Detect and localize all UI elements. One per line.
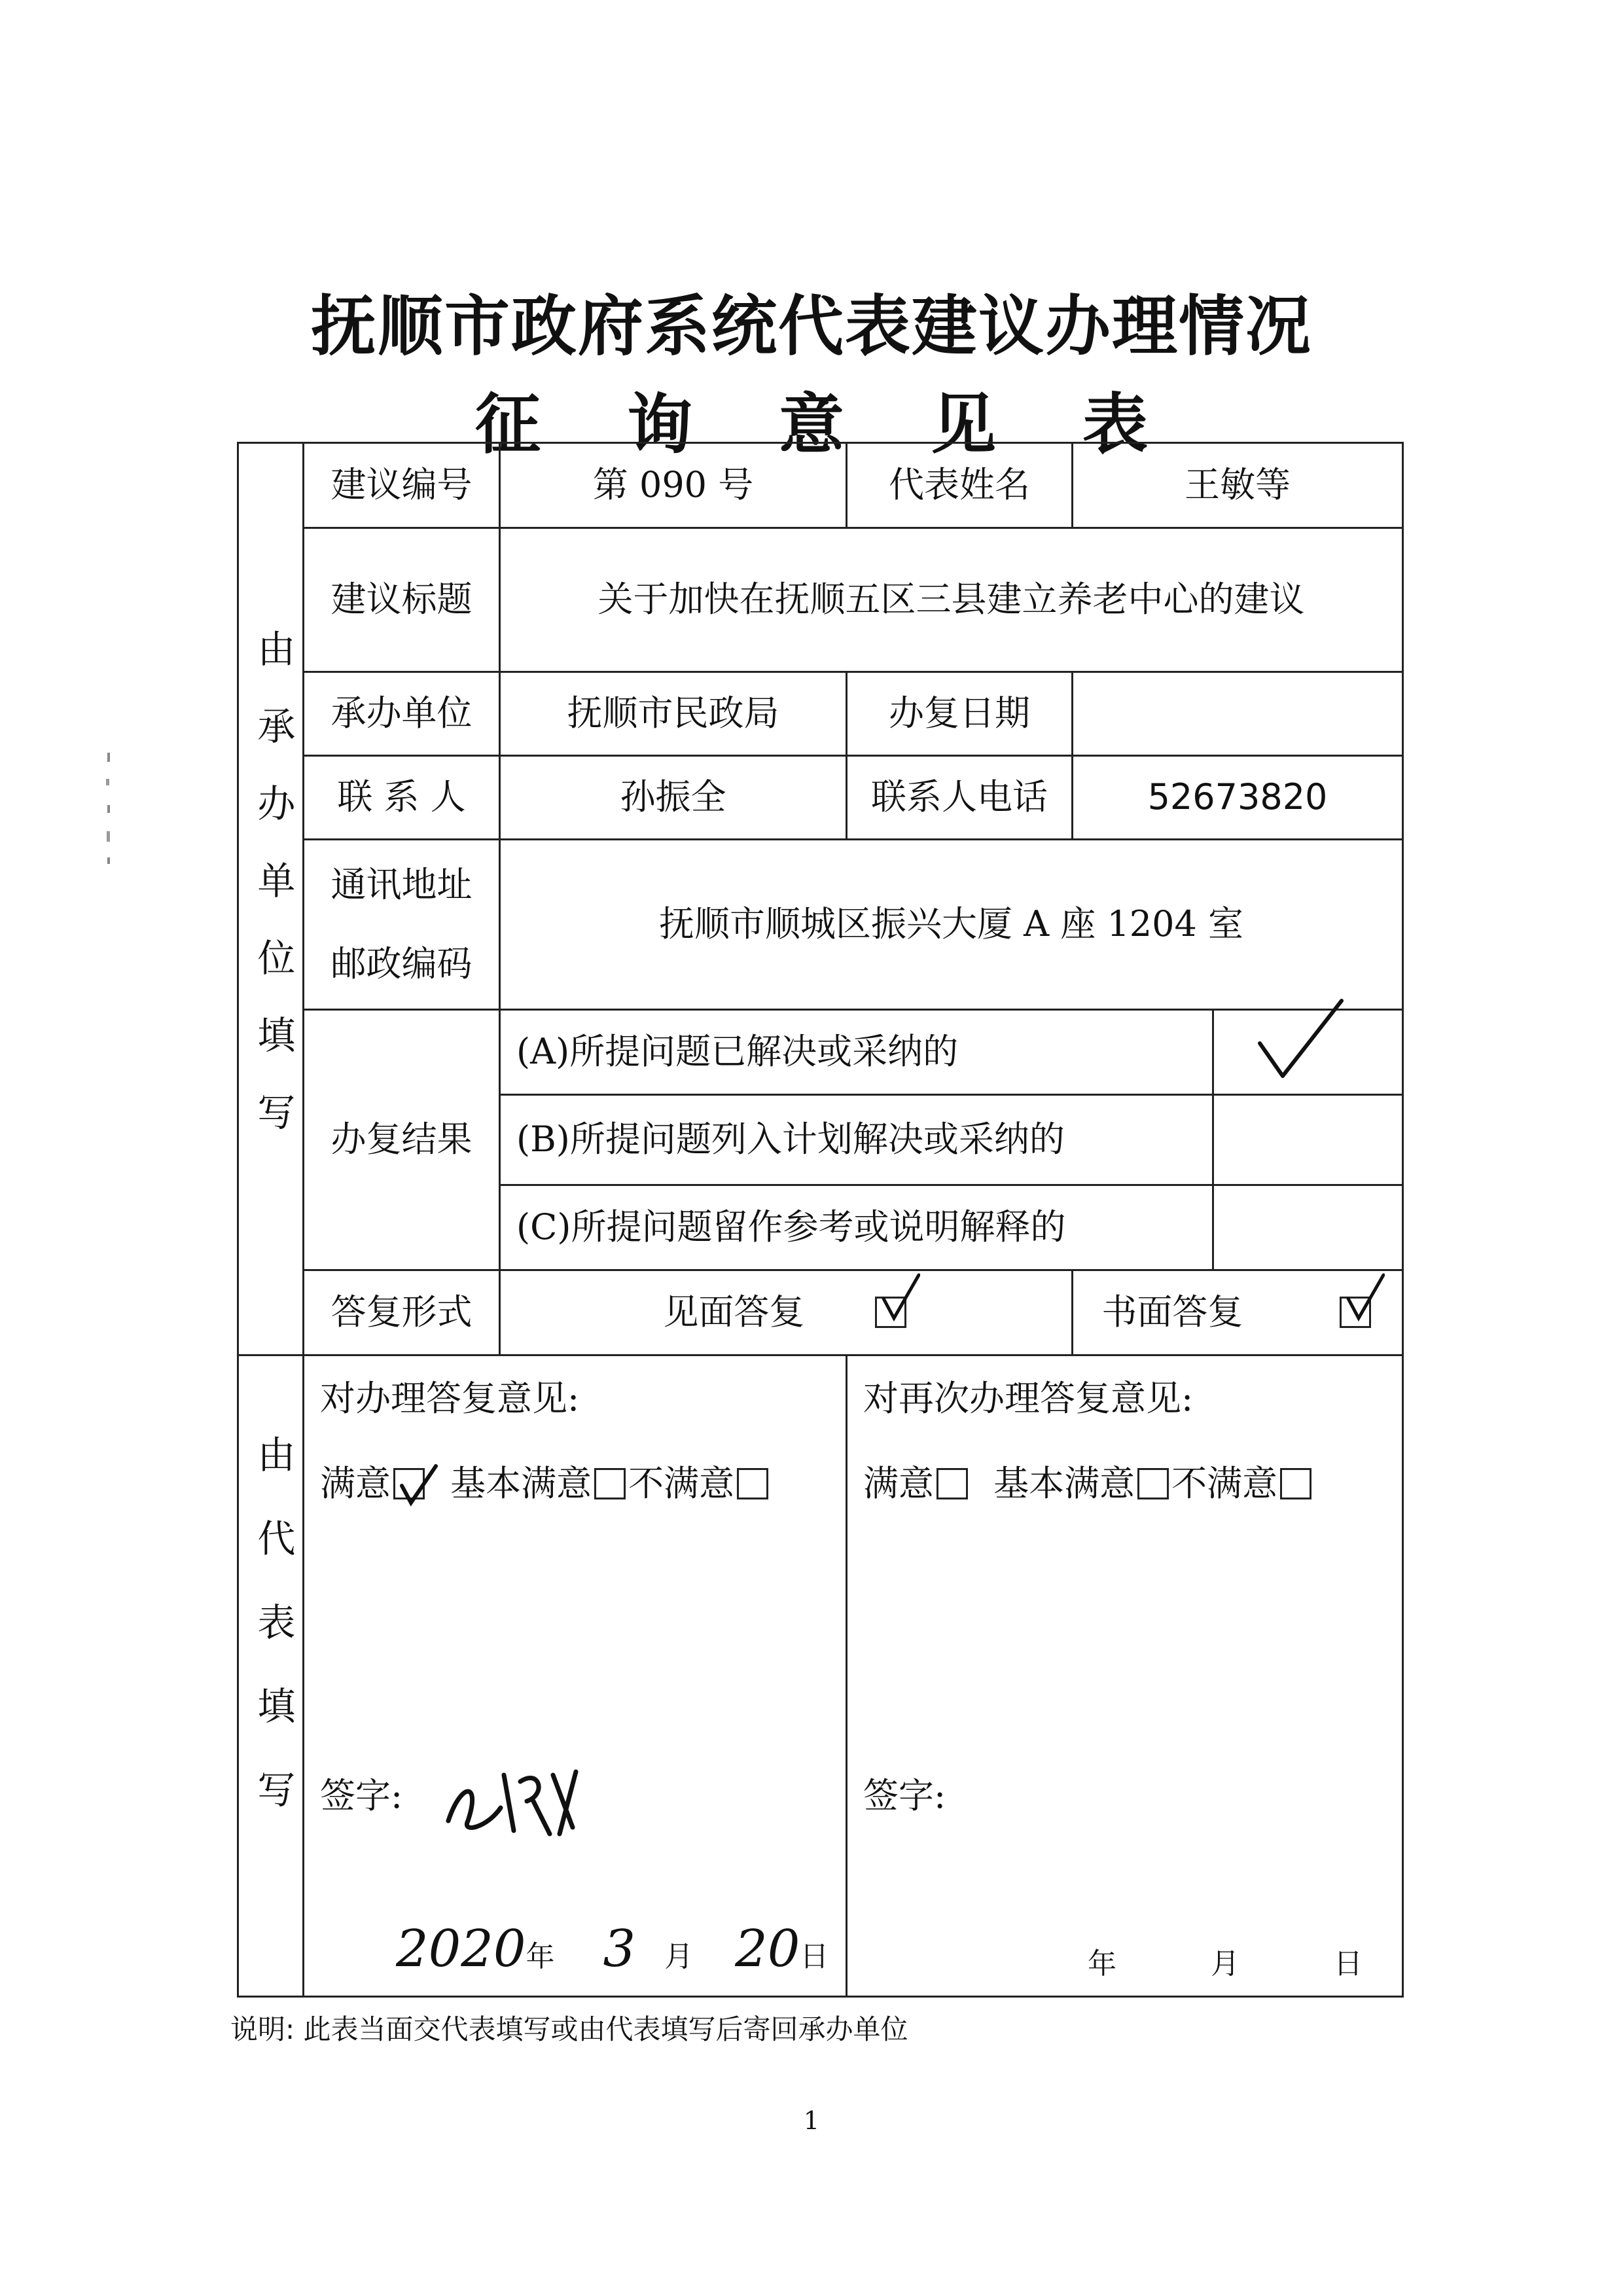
second-sign-date	[1088, 1945, 1363, 1982]
row-contact	[238, 756, 1403, 840]
row-unit	[238, 672, 1403, 756]
checkmark-icon	[1253, 997, 1345, 1083]
section-b-label-cell	[238, 1355, 304, 1997]
first-opinion-options	[320, 1461, 830, 1507]
subtitle-char: 询	[627, 386, 692, 463]
scan-artifact	[102, 753, 115, 870]
suggestion-no-label: 建议编号	[304, 443, 500, 528]
subtitle-char: 意	[779, 386, 844, 463]
first-sign-label: 签字:	[320, 1774, 403, 1816]
row-subject	[238, 528, 1403, 672]
phone-label: 联系人电话	[847, 756, 1073, 840]
second-satisfied-checkbox[interactable]	[936, 1468, 968, 1499]
second-opinion-options	[863, 1461, 1386, 1507]
date-month-unit: 月	[1211, 1946, 1240, 1981]
page-number: 1	[803, 2106, 820, 2135]
signature-mark	[442, 1755, 592, 1840]
date-month: 3	[603, 1919, 636, 1979]
subtitle-char: 表	[1082, 386, 1148, 463]
second-satisfied-label: 满意	[863, 1463, 934, 1505]
reply-form-written-checkbox[interactable]	[1340, 1297, 1371, 1328]
reply-form-written[interactable]	[1073, 1270, 1403, 1355]
second-basic-checkbox[interactable]	[1137, 1468, 1169, 1499]
rep-name-value[interactable]: 王敏等	[1073, 443, 1403, 528]
section-b-label: 由代表填写	[251, 1435, 296, 1854]
date-year-unit: 年	[1088, 1946, 1116, 1981]
first-satisfied-label: 满意	[320, 1463, 391, 1505]
second-unsatisfied-label: 不满意	[1171, 1463, 1278, 1505]
row-result-a	[238, 1010, 1403, 1095]
result-option-a: (A)所提问题已解决或采纳的	[500, 1010, 1213, 1095]
result-option-a-mark[interactable]	[1213, 1010, 1403, 1095]
unit-value[interactable]: 抚顺市民政局	[500, 672, 847, 756]
first-unsatisfied-label: 不满意	[628, 1463, 735, 1505]
date-year-unit: 年	[526, 1939, 555, 1973]
second-opinion-heading: 对再次办理答复意见:	[863, 1378, 1194, 1419]
date-month-unit: 月	[664, 1939, 694, 1973]
address-label: 通讯地址	[330, 864, 473, 906]
section-a-label: 由承办单位填写	[251, 628, 296, 1170]
result-option-b-mark[interactable]	[1213, 1095, 1403, 1185]
date-day-unit: 日	[1334, 1946, 1363, 1981]
first-sign-date	[396, 1916, 829, 1982]
result-option-c-mark[interactable]	[1213, 1185, 1403, 1270]
reply-form-label: 答复形式	[304, 1270, 500, 1355]
second-sign-label: 签字:	[863, 1774, 946, 1816]
row-address	[238, 840, 1403, 1010]
result-option-c: (C)所提问题留作参考或说明解释的	[500, 1185, 1213, 1270]
form-title: 抚顺市政府系统代表建议办理情况	[311, 288, 1312, 365]
section-a-label-cell	[238, 443, 304, 1355]
contact-label: 联 系 人	[304, 756, 500, 840]
first-basic-checkbox[interactable]	[594, 1468, 626, 1499]
rep-name-label: 代表姓名	[847, 443, 1073, 528]
reply-date-label: 办复日期	[847, 672, 1073, 756]
subject-label: 建议标题	[304, 528, 500, 672]
checkmark-icon	[399, 1457, 438, 1509]
row-suggestion-no	[238, 443, 1403, 528]
first-unsatisfied-checkbox[interactable]	[737, 1468, 768, 1499]
inquiry-form-table	[237, 442, 1404, 1998]
reply-date-value[interactable]	[1073, 672, 1403, 756]
unit-label: 承办单位	[304, 672, 500, 756]
second-unsatisfied-checkbox[interactable]	[1280, 1468, 1311, 1499]
first-satisfied-checkbox[interactable]	[393, 1468, 425, 1499]
row-reply-form	[238, 1270, 1403, 1355]
reply-form-in-person-checkbox[interactable]	[875, 1297, 906, 1328]
suggestion-no-value[interactable]: 第 090 号	[500, 443, 847, 528]
subtitle-char: 见	[931, 386, 996, 463]
date-day: 20	[735, 1919, 800, 1979]
result-label: 办复结果	[304, 1010, 500, 1270]
postal-code-label: 邮政编码	[330, 942, 473, 984]
second-basic-label: 基本满意	[993, 1463, 1135, 1505]
phone-value[interactable]: 52673820	[1073, 756, 1403, 840]
contact-value[interactable]: 孙振全	[500, 756, 847, 840]
address-value[interactable]: 抚顺市顺城区振兴大厦 A 座 1204 室	[500, 840, 1403, 1010]
form-note: 说明: 此表当面交代表填写或由代表填写后寄回承办单位	[230, 2013, 908, 2045]
date-year: 2020	[396, 1919, 526, 1979]
checkmark-icon	[1346, 1272, 1385, 1325]
first-basic-label: 基本满意	[450, 1463, 592, 1505]
handwritten-signature	[442, 1755, 592, 1852]
date-day-unit: 日	[800, 1939, 829, 1973]
reply-form-written-label: 书面答复	[1101, 1291, 1243, 1333]
first-opinion-heading: 对办理答复意见:	[320, 1378, 580, 1419]
second-opinion-panel	[847, 1355, 1403, 1997]
row-representative-opinion	[238, 1355, 1403, 1997]
result-option-b: (B)所提问题列入计划解决或采纳的	[500, 1095, 1213, 1185]
reply-form-in-person-label: 见面答复	[663, 1291, 805, 1333]
subject-value[interactable]: 关于加快在抚顺五区三县建立养老中心的建议	[500, 528, 1403, 672]
first-opinion-panel	[304, 1355, 847, 1997]
address-label-cell	[304, 840, 500, 1010]
reply-form-in-person[interactable]	[500, 1270, 1073, 1355]
subtitle-char: 征	[475, 386, 541, 463]
checkmark-icon	[881, 1272, 920, 1325]
